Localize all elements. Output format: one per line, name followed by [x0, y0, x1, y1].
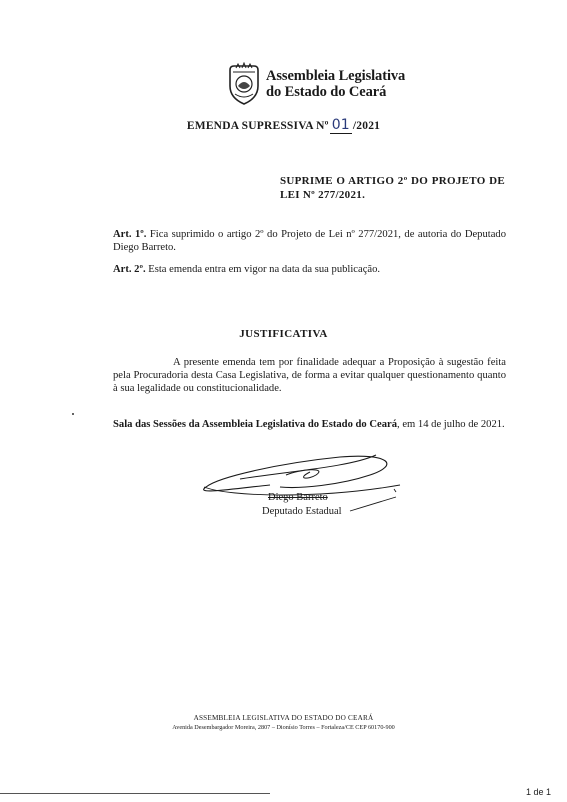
title-prefix: EMENDA SUPRESSIVA Nº	[186, 120, 329, 132]
document-title	[0, 117, 567, 134]
article-1-text: Fica suprimido o artigo 2º do Projeto de Lei nº 277/2021, de autoria do Deputado Diego Barreto.	[113, 229, 506, 253]
ementa: SUPRIME O ARTIGO 2º DO PROJETO DE LEI Nº 277/2021.	[280, 175, 505, 201]
article-2-label: Art. 2º.	[113, 264, 146, 275]
article-2	[113, 263, 506, 276]
signer-role: Deputado Estadual	[262, 506, 342, 517]
article-1-label: Art. 1º.	[113, 229, 147, 240]
page-indicator: 1 de 1	[525, 787, 551, 797]
justification-heading: JUSTIFICATIVA	[239, 328, 328, 340]
margin-dot	[72, 413, 74, 415]
bottom-rule	[0, 793, 270, 794]
article-1	[113, 228, 506, 254]
footer-address: Avenida Desembargador Moreira, 2807 – Dionísio Torres – Fortaleza/CE CEP 60170-900	[172, 724, 395, 731]
title-suffix: /2021	[352, 120, 381, 132]
institution-name	[266, 68, 405, 100]
session-hall-line	[113, 418, 506, 431]
article-2-text: Esta emenda entra em vigor na data da sua publicação.	[145, 264, 381, 275]
session-hall-name: Sala das Sessões da Assembleia Legislativa do Estado do Ceará	[113, 419, 398, 430]
handwritten-amendment-number: 01	[331, 117, 350, 133]
institution-name-line2: do Estado do Ceará	[266, 84, 387, 100]
letterhead	[226, 60, 466, 110]
state-seal-icon	[226, 62, 262, 106]
institution-name-line1: Assembleia Legislativa	[266, 68, 406, 84]
signer-name: Diego Barreto	[268, 492, 328, 503]
session-date: , em 14 de julho de 2021.	[397, 419, 505, 430]
justification-text: A presente emenda tem por finalidade adequar a Proposição à sugestão feita pela Procuradoria desta Casa Legislativa, de forma a evitar qualquer questionamento quanto à sua legalidade ou constitucionalidade.	[113, 357, 506, 394]
page-footer	[0, 713, 567, 732]
footer-institution: ASSEMBLEIA LEGISLATIVA DO ESTADO DO CEARÁ	[193, 714, 374, 722]
